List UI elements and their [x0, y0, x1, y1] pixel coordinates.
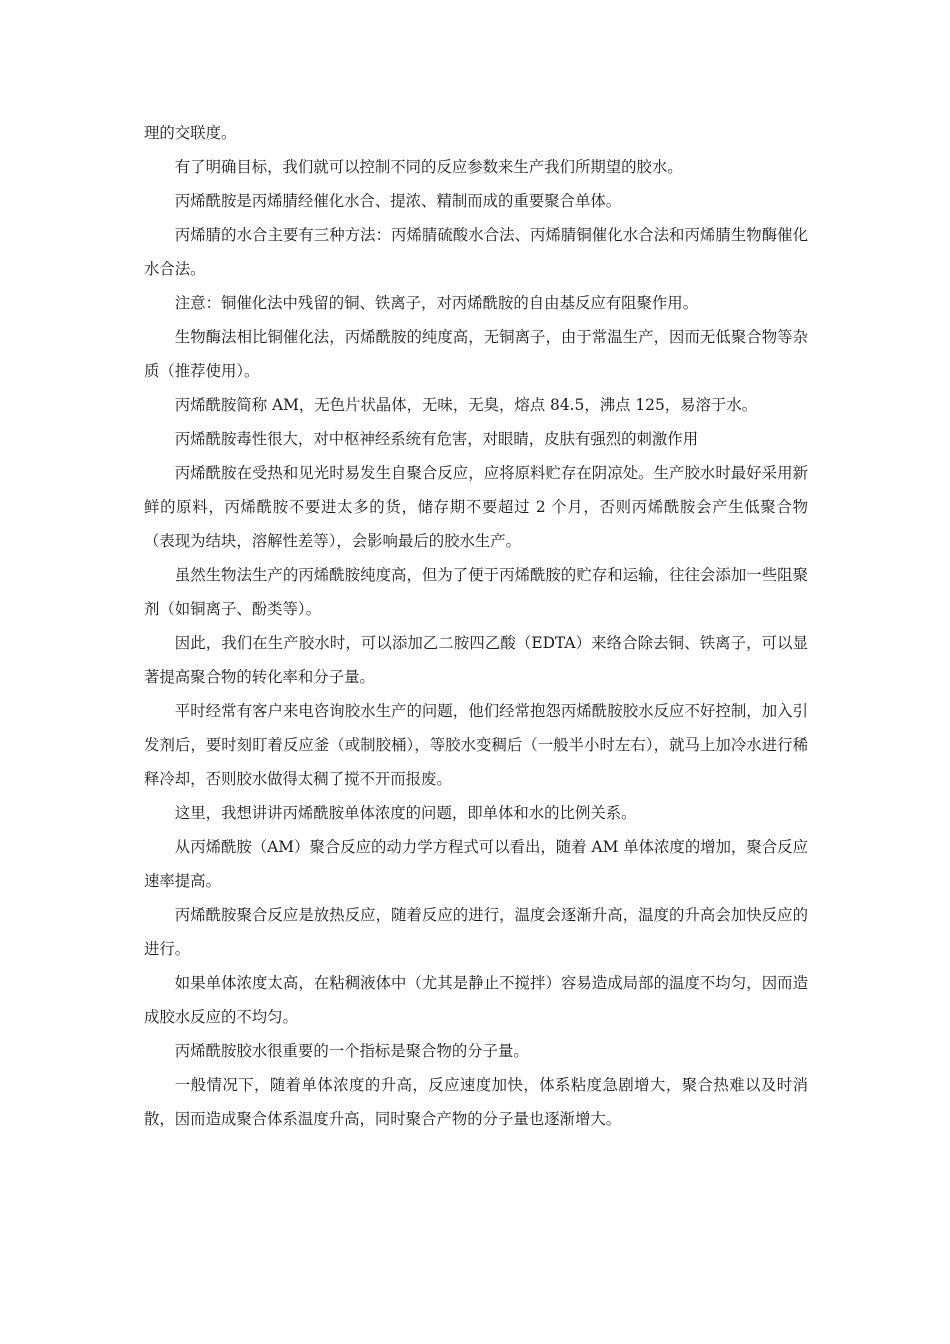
paragraph: 丙烯腈的水合主要有三种方法：丙烯腈硫酸水合法、丙烯腈铜催化水合法和丙烯腈生物酶催化水合法。 — [144, 226, 808, 278]
paragraph: 注意：铜催化法中残留的铜、铁离子，对丙烯酰胺的自由基反应有阻聚作用。 — [174, 294, 699, 312]
paragraph: 丙烯酰胺是丙烯腈经催化水合、提浓、精制而成的重要聚合单体。 — [174, 192, 622, 210]
paragraph: 平时经常有客户来电咨询胶水生产的问题，他们经常抱怨丙烯酰胺胶水反应不好控制，加入引发剂后，要时刻盯着反应釜（或制胶桶），等胶水变稠后（一般半小时左右），就马上加冷水进行稀释冷却，否则胶水做得太稠了搅不开而报废。 — [144, 702, 808, 788]
paragraph: 这里，我想讲讲丙烯酰胺单体浓度的问题，即单体和水的比例关系。 — [174, 804, 637, 822]
paragraph: 丙烯酰胺简称 AM，无色片状晶体，无味，无臭，熔点 84.5，沸点 125，易溶于水。 — [174, 396, 758, 414]
paragraph: 丙烯酰胺胶水很重要的一个指标是聚合物的分子量。 — [174, 1042, 529, 1060]
paragraph-continued: 理的交联度。 — [144, 124, 237, 142]
paragraph: 虽然生物法生产的丙烯酰胺纯度高，但为了便于丙烯酰胺的贮存和运输，往往会添加一些阻聚剂（如铜离子、酚类等）。 — [144, 566, 808, 618]
paragraph: 丙烯酰胺聚合反应是放热反应，随着反应的进行，温度会逐渐升高，温度的升高会加快反应的进行。 — [144, 906, 808, 958]
paragraph: 有了明确目标，我们就可以控制不同的反应参数来生产我们所期望的胶水。 — [174, 158, 683, 176]
paragraph: 一般情况下，随着单体浓度的升高，反应速度加快，体系粘度急剧增大，聚合热难以及时消散，因而造成聚合体系温度升高，同时聚合产物的分子量也逐渐增大。 — [144, 1076, 808, 1128]
paragraph: 因此，我们在生产胶水时，可以添加乙二胺四乙酸（EDTA）来络合除去铜、铁离子，可以显著提高聚合物的转化率和分子量。 — [144, 634, 808, 686]
paragraph: 生物酶法相比铜催化法，丙烯酰胺的纯度高，无铜离子，由于常温生产，因而无低聚合物等杂质（推荐使用）。 — [144, 328, 808, 380]
paragraph: 丙烯酰胺毒性很大，对中枢神经系统有危害，对眼睛，皮肤有强烈的刺激作用 — [174, 430, 699, 448]
paragraph: 丙烯酰胺在受热和见光时易发生自聚合反应，应将原料贮存在阴凉处。生产胶水时最好采用新鲜的原料，丙烯酰胺不要进太多的货，储存期不要超过 2 个月，否则丙烯酰胺会产生低聚合物（表现为结块，溶解性差等），会影响最后的胶水生产。 — [144, 464, 808, 550]
document-body — [144, 116, 808, 1136]
paragraph: 如果单体浓度太高，在粘稠液体中（尤其是静止不搅拌）容易造成局部的温度不均匀，因而造成胶水反应的不均匀。 — [144, 974, 808, 1026]
paragraph: 从丙烯酰胺（AM）聚合反应的动力学方程式可以看出，随着 AM 单体浓度的增加，聚合反应速率提高。 — [144, 838, 808, 890]
